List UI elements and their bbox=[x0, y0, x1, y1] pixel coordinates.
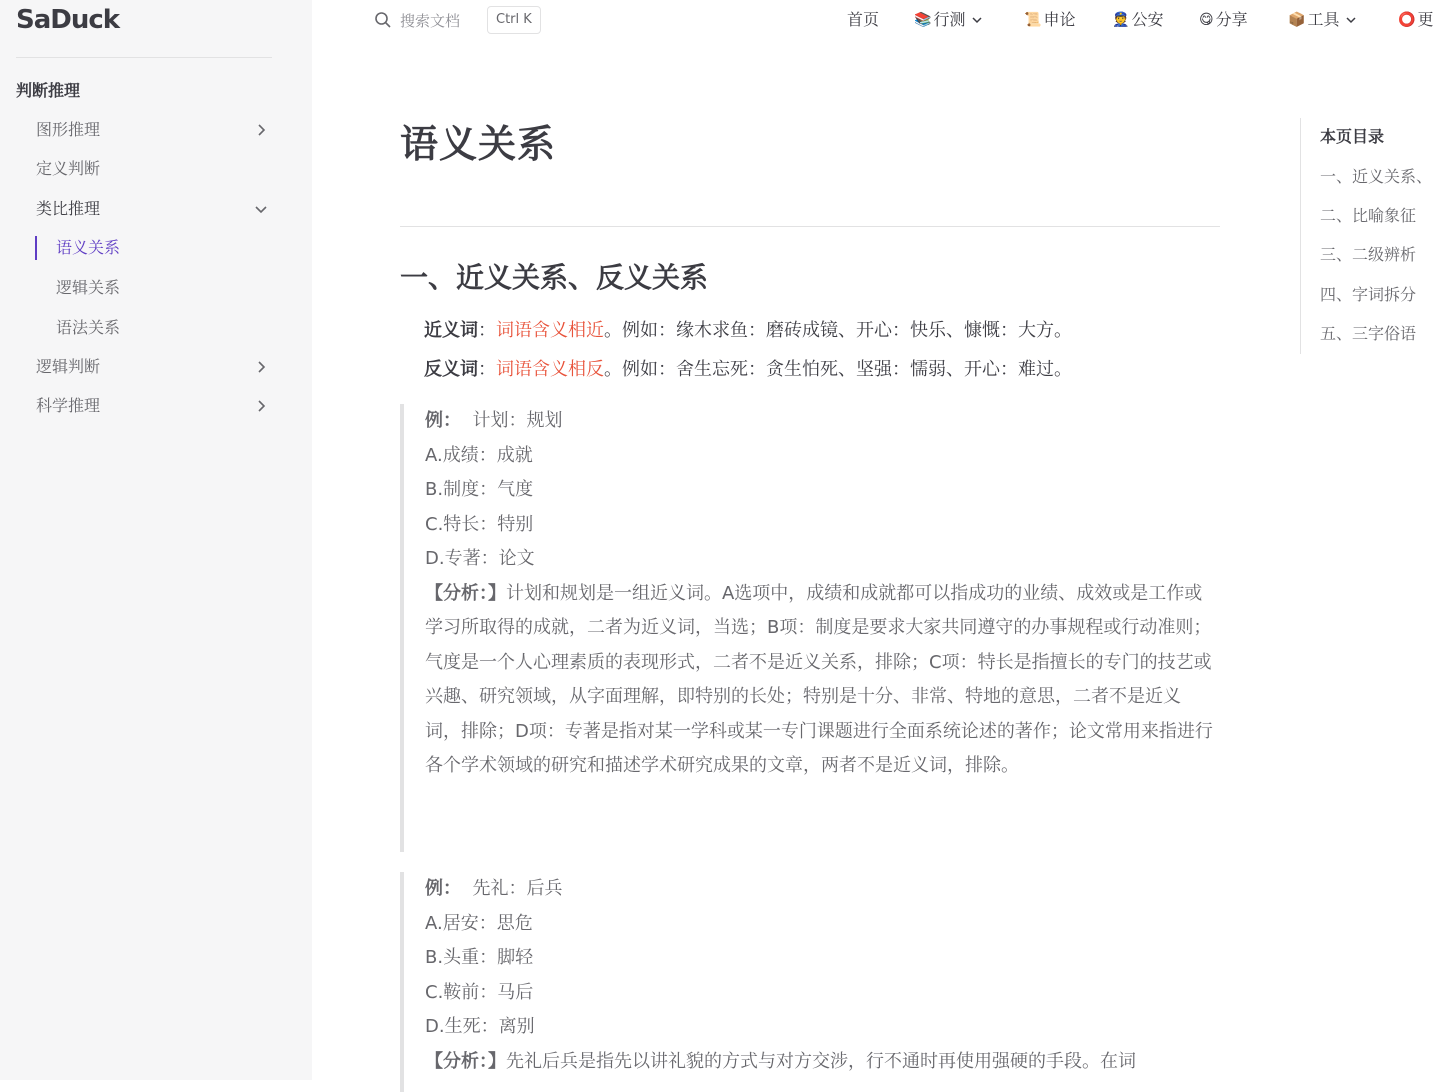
nav-tools-label: 工具 bbox=[1307, 10, 1340, 29]
police-icon: 👮 bbox=[1112, 12, 1130, 28]
antonym-paragraph bbox=[424, 355, 1072, 385]
example-question bbox=[425, 872, 1215, 907]
yum-face-icon: 😋 bbox=[1199, 12, 1214, 28]
antonym-examples: 。例如：舍生忘死：贪生怕死、坚强：懦弱、开心：难过。 bbox=[604, 359, 1072, 380]
nav-more-label: 更 bbox=[1417, 10, 1433, 29]
synonym-examples: 。例如：缘木求鱼：磨砖成镜、开心：快乐、慷慨：大方。 bbox=[604, 320, 1072, 341]
analysis-paragraph bbox=[425, 1045, 1215, 1080]
synonym-highlight: 词语含义相近 bbox=[496, 320, 604, 341]
search-shortcut-badge: Ctrl K bbox=[487, 6, 541, 34]
toc-item[interactable]: 五、三字俗语 bbox=[1320, 324, 1417, 343]
toc-item[interactable]: 二、比喻象征 bbox=[1320, 206, 1417, 225]
nav-shenlun-label: 申论 bbox=[1043, 10, 1076, 29]
sidebar-group-title[interactable]: 判断推理 bbox=[16, 81, 81, 100]
sidebar-item-science[interactable]: 科学推理 bbox=[36, 396, 101, 415]
analysis-text: 计划和规划是一组近义词。A选项中，成绩和成就都可以指成功的业绩、成效或是工作或学习所取得的成就，二者为近义词，当选；B项：制度是要求大家共同遵守的办事规程或行动准则；气度是一个人心理素质的表现形式，二者不是近义关系，排除；C项：特长是指擅长的专门的技艺或兴趣、研究领域，从字面理解，即特别的长处；特别是十分、非常、特地的意思，二者不是近义词，排除；D项：专著是指对某一学科或某一专门课题进行全面系统论述的著作；论文常用来指进行各个学术领域的研究和描述学术研究成果的文章，两者不是近义词，排除。 bbox=[425, 582, 1213, 776]
option-c: C.鞍前：马后 bbox=[425, 981, 534, 1003]
nav-share[interactable] bbox=[1199, 8, 1248, 32]
nav-gongan[interactable] bbox=[1112, 8, 1163, 32]
example-blockquote bbox=[400, 404, 1215, 852]
nav-xingce[interactable] bbox=[914, 8, 983, 32]
nav-shenlun[interactable] bbox=[1024, 8, 1075, 32]
sidebar-item-grammar[interactable]: 语法关系 bbox=[56, 318, 121, 337]
toc-divider bbox=[1300, 118, 1301, 354]
analysis-label: 【分析：】 bbox=[425, 582, 506, 604]
toc-item[interactable]: 四、字词拆分 bbox=[1320, 285, 1417, 304]
analysis-paragraph bbox=[425, 577, 1215, 784]
search-button[interactable] bbox=[374, 6, 460, 34]
toc-item[interactable]: 三、二级辨析 bbox=[1320, 245, 1417, 264]
active-indicator bbox=[35, 236, 37, 260]
sidebar-item-figure-reasoning[interactable]: 图形推理 bbox=[36, 120, 101, 139]
scroll-icon: 📜 bbox=[1024, 12, 1042, 28]
chevron-right-icon[interactable] bbox=[252, 397, 270, 415]
chevron-down-icon bbox=[1345, 14, 1357, 26]
option-a: A.成绩：成就 bbox=[425, 444, 533, 466]
toc-title: 本页目录 bbox=[1320, 127, 1385, 146]
option-b: B.头重：脚轻 bbox=[425, 947, 534, 968]
search-icon bbox=[374, 11, 392, 29]
synonym-paragraph bbox=[424, 316, 1072, 346]
chevron-right-icon[interactable] bbox=[252, 358, 270, 376]
sidebar bbox=[0, 0, 312, 1080]
toc-item[interactable]: 一、近义关系、 bbox=[1320, 167, 1433, 186]
analysis-label: 【分析：】 bbox=[425, 1050, 506, 1072]
example-question bbox=[425, 404, 1215, 439]
package-icon: 📦 bbox=[1288, 12, 1306, 28]
chevron-down-icon bbox=[971, 14, 983, 26]
nav-gongan-label: 公安 bbox=[1131, 10, 1164, 29]
sidebar-item-logic-judgement[interactable]: 逻辑判断 bbox=[36, 357, 101, 376]
synonym-colon: ： bbox=[478, 320, 496, 341]
nav-home[interactable] bbox=[847, 8, 879, 32]
sidebar-item-semantic[interactable]: 语义关系 bbox=[56, 238, 121, 257]
analysis-text: 先礼后兵是指先以讲礼貌的方式与对方交涉，行不通时再使用强硬的手段。在词 bbox=[506, 1050, 1136, 1072]
option-d: D.专著：论文 bbox=[425, 548, 535, 569]
synonym-term: 近义词 bbox=[424, 320, 478, 341]
sidebar-divider bbox=[16, 57, 272, 58]
sidebar-item-definition[interactable]: 定义判断 bbox=[36, 159, 101, 178]
search-placeholder: 搜索文档 bbox=[400, 11, 461, 30]
chevron-right-icon[interactable] bbox=[252, 121, 270, 139]
site-logo[interactable]: SaDuck bbox=[16, 5, 120, 35]
example-blockquote bbox=[400, 872, 1215, 1092]
nav-share-label: 分享 bbox=[1215, 10, 1248, 29]
title-divider bbox=[400, 226, 1220, 227]
nav-tools[interactable] bbox=[1288, 8, 1357, 32]
example-label: 例： bbox=[425, 878, 461, 899]
books-icon: 📚 bbox=[914, 12, 932, 28]
sidebar-item-logical-relation[interactable]: 逻辑关系 bbox=[56, 278, 121, 297]
nav-xingce-label: 行测 bbox=[933, 10, 966, 29]
option-c: C.特长：特别 bbox=[425, 513, 534, 535]
nav-more[interactable] bbox=[1398, 8, 1433, 32]
page-title: 语义关系 bbox=[400, 122, 557, 166]
antonym-term: 反义词 bbox=[424, 359, 478, 380]
chevron-down-icon[interactable] bbox=[252, 200, 270, 218]
option-d: D.生死：离别 bbox=[425, 1016, 535, 1037]
antonym-highlight: 词语含义相反 bbox=[496, 359, 604, 380]
circle-icon: ⭕ bbox=[1398, 12, 1416, 28]
example-question-text: 计划：规划 bbox=[472, 410, 563, 431]
example-label: 例： bbox=[425, 410, 461, 431]
option-b: B.制度：气度 bbox=[425, 479, 534, 500]
sidebar-item-analogy[interactable]: 类比推理 bbox=[36, 199, 101, 218]
section-heading: 一、近义关系、反义关系 bbox=[400, 261, 709, 294]
option-a: A.居安：思危 bbox=[425, 912, 533, 934]
example-question-text: 先礼：后兵 bbox=[472, 878, 563, 899]
antonym-colon: ： bbox=[478, 359, 496, 380]
nav-home-label: 首页 bbox=[847, 10, 880, 29]
